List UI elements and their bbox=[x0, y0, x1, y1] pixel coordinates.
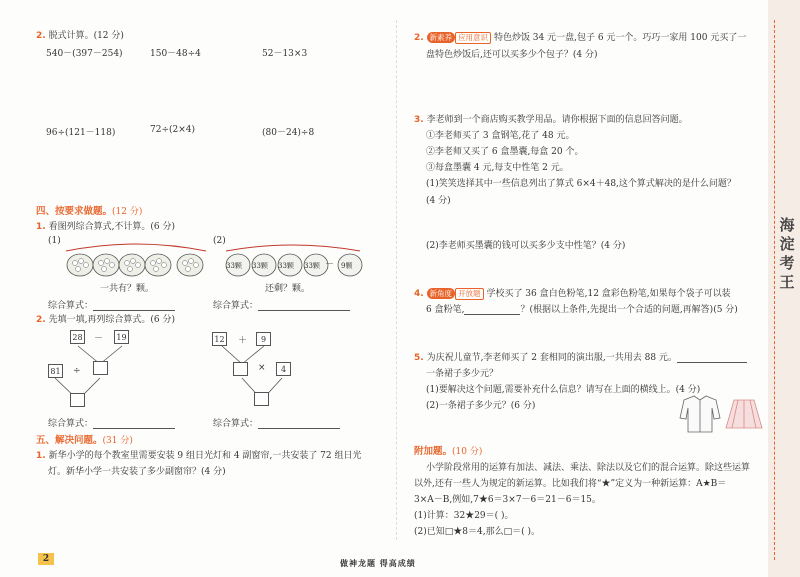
question-text: 特色炒饭 34 元一盘,包子 6 元一个。巧巧一家用 100 元买了一 bbox=[493, 33, 747, 43]
extra-text-3: 3×A－B,例如,7★6＝3×7－6＝21－6＝15。 bbox=[414, 495, 601, 505]
bag-label: 33颗 bbox=[226, 262, 242, 270]
subquestion-1: (1)要解决这个问题,需要补充什么信息？请写在上面的横线上。(4 分) bbox=[426, 385, 701, 395]
question-text: 先填一填,再列综合算式。(6 分) bbox=[48, 315, 176, 325]
subquestion-1-points: (4 分) bbox=[426, 196, 451, 206]
shirt-skirt-illustration bbox=[676, 392, 766, 436]
tag-new-literacy: 新素养 bbox=[427, 32, 456, 43]
operator: ＋ bbox=[238, 336, 248, 346]
answer-line[interactable] bbox=[258, 300, 350, 311]
question-number: 1. bbox=[36, 451, 46, 461]
answer-line[interactable] bbox=[464, 304, 520, 315]
footer-slogan: 做神龙题 得高成绩 bbox=[340, 558, 416, 568]
part-label-2: (2) bbox=[213, 236, 226, 246]
right-q4-line1 bbox=[414, 286, 731, 300]
section-points: (12 分) bbox=[112, 207, 143, 217]
number-box: 4 bbox=[276, 362, 291, 376]
bag-label: 9颗 bbox=[341, 262, 353, 270]
question-text: 看图列综合算式,不计算。(6 分) bbox=[48, 222, 176, 232]
section-points: (31 分) bbox=[102, 436, 133, 446]
subquestion-1: (1)笑笑选择其中一些信息列出了算式 6×4＋48,这个算式解决的是什么问题？ bbox=[426, 179, 736, 189]
formula-label: 综合算式： bbox=[213, 301, 259, 311]
section-4-header bbox=[36, 203, 142, 217]
info-2: ②李老师又买了 6 盒墨囊,每盒 20 个。 bbox=[426, 147, 584, 157]
formula-line-4 bbox=[213, 416, 340, 429]
question-text: 一条裙子多少元？ bbox=[426, 369, 499, 379]
question-text: 学校买了 36 盒白色粉笔,12 盒彩色粉笔,如果每个袋子可以装 bbox=[486, 289, 731, 299]
number-box: 28 bbox=[70, 330, 85, 344]
right-q2-line1 bbox=[414, 30, 746, 44]
section-title: 附加题。 bbox=[414, 446, 453, 457]
sidebar-dashed-line bbox=[774, 20, 775, 560]
blank-box[interactable] bbox=[93, 361, 108, 375]
answer-line[interactable] bbox=[93, 418, 175, 429]
info-3: ③每盒墨囊 4 元,每支中性笔 2 元。 bbox=[426, 163, 569, 173]
question-number: 1. bbox=[36, 222, 46, 232]
bag-label: 33颗 bbox=[252, 262, 268, 270]
answer-line[interactable] bbox=[677, 352, 747, 363]
bags-illustration-1 bbox=[62, 237, 212, 279]
question-text: 为庆祝儿童节,李老师买了 2 套相同的演出服,一共用去 88 元。 bbox=[426, 353, 677, 363]
question-text: ？(根据以上条件,先提出一个合适的问题,再解答)(5 分) bbox=[520, 305, 738, 315]
answer-line[interactable] bbox=[258, 418, 340, 429]
extra-text-2: 以外,还有一些人为规定的新运算。比如我们将“★”定义为一种新运算：A★B＝ bbox=[414, 479, 727, 489]
section-5-header bbox=[36, 432, 133, 446]
extra-question-header bbox=[414, 443, 482, 457]
section-points: (10 分) bbox=[452, 447, 483, 457]
sidebar bbox=[768, 0, 800, 577]
formula-line-1 bbox=[48, 298, 175, 311]
question-number: 4. bbox=[414, 289, 424, 299]
section-title: 五、解决问题。 bbox=[36, 435, 103, 446]
question-number: 2. bbox=[36, 31, 46, 41]
calc-3: 52－13×3 bbox=[262, 49, 308, 59]
formula-line-2 bbox=[213, 298, 350, 311]
page-number: 2 bbox=[38, 553, 54, 565]
question-text: 李老师到一个商店购买教学用品。请你根据下面的信息回答问题。 bbox=[426, 115, 688, 125]
calc-5: 72÷(2×4) bbox=[150, 125, 196, 135]
info-1: ①李老师买了 3 盒钢笔,花了 48 元。 bbox=[426, 131, 575, 141]
subquestion-2: (2)一条裙子多少元？(6 分) bbox=[426, 401, 536, 411]
section-title: 四、按要求做题。 bbox=[36, 206, 113, 217]
sidebar-brand-title: 海淀考王 bbox=[779, 216, 795, 291]
formula-line-3 bbox=[48, 416, 175, 429]
subquestion-2: (2)李老师买墨囊的钱可以买多少支中性笔？(4 分) bbox=[426, 241, 626, 251]
question-number: 2. bbox=[414, 33, 424, 43]
formula-label: 综合算式： bbox=[48, 301, 94, 311]
number-box: 19 bbox=[114, 330, 129, 344]
blank-box[interactable] bbox=[70, 393, 85, 407]
answer-line[interactable] bbox=[93, 300, 175, 311]
operator: ÷ bbox=[73, 366, 81, 376]
tag-open: 开放题 bbox=[455, 288, 484, 300]
operator: － bbox=[94, 334, 104, 344]
calc-6: (80－24)÷8 bbox=[262, 128, 315, 138]
formula-label: 综合算式： bbox=[48, 419, 94, 429]
number-box: 12 bbox=[212, 332, 227, 346]
formula-label: 综合算式： bbox=[213, 419, 259, 429]
question-text: 灯。新华小学一共安装了多少副窗帘？(4 分) bbox=[48, 467, 226, 477]
bag-label: 33颗 bbox=[278, 262, 294, 270]
number-box: 81 bbox=[48, 364, 63, 378]
extra-part-2: (2)已知□★8＝4,那么□＝( )。 bbox=[414, 527, 540, 537]
part-label-1: (1) bbox=[48, 236, 61, 246]
page-divider bbox=[396, 20, 397, 540]
calc-1: 540－(397－254) bbox=[46, 49, 123, 59]
left-q2-header bbox=[36, 28, 124, 41]
bags-illustration-2 bbox=[222, 237, 372, 279]
bag-label: 33颗 bbox=[304, 262, 320, 270]
q4-2-header bbox=[36, 312, 175, 325]
question-number: 3. bbox=[414, 115, 424, 125]
right-q5-line1 bbox=[414, 350, 747, 363]
question-text: 6 盒粉笔, bbox=[426, 305, 465, 315]
number-box: 9 bbox=[256, 332, 271, 346]
tag-new-angle: 新角度 bbox=[427, 288, 456, 299]
tag-application: 应用意识 bbox=[455, 32, 491, 44]
right-q3-intro bbox=[414, 112, 688, 125]
calc-4: 96÷(121－118) bbox=[46, 128, 116, 138]
minus-sign: － bbox=[325, 260, 335, 270]
q4-1-header bbox=[36, 219, 175, 232]
remain-label: 还剩？颗。 bbox=[265, 284, 311, 294]
question-number: 5. bbox=[414, 353, 424, 363]
blank-box[interactable] bbox=[254, 392, 269, 406]
total-label: 一共有？颗。 bbox=[100, 284, 155, 294]
question-text: 新华小学的每个教室里需要安装 9 组日光灯和 4 副窗帘,一共安装了 72 组日光 bbox=[48, 451, 362, 461]
question-text: 盘特色炒饭后,还可以买多少个包子？(4 分) bbox=[426, 50, 598, 60]
question-title: 脱式计算。(12 分) bbox=[48, 31, 124, 41]
extra-part-1: (1)计算：32★29＝( )。 bbox=[414, 511, 514, 521]
question-number: 2. bbox=[36, 315, 46, 325]
right-q4-line2 bbox=[426, 302, 738, 315]
blank-box[interactable] bbox=[233, 362, 248, 376]
extra-text-1: 小学阶段常用的运算有加法、减法、乘法、除法以及它们的混合运算。除这些运算 bbox=[426, 463, 751, 473]
calc-2: 150－48÷4 bbox=[150, 49, 201, 59]
operator: × bbox=[258, 363, 266, 373]
q5-1-line1 bbox=[36, 448, 362, 461]
